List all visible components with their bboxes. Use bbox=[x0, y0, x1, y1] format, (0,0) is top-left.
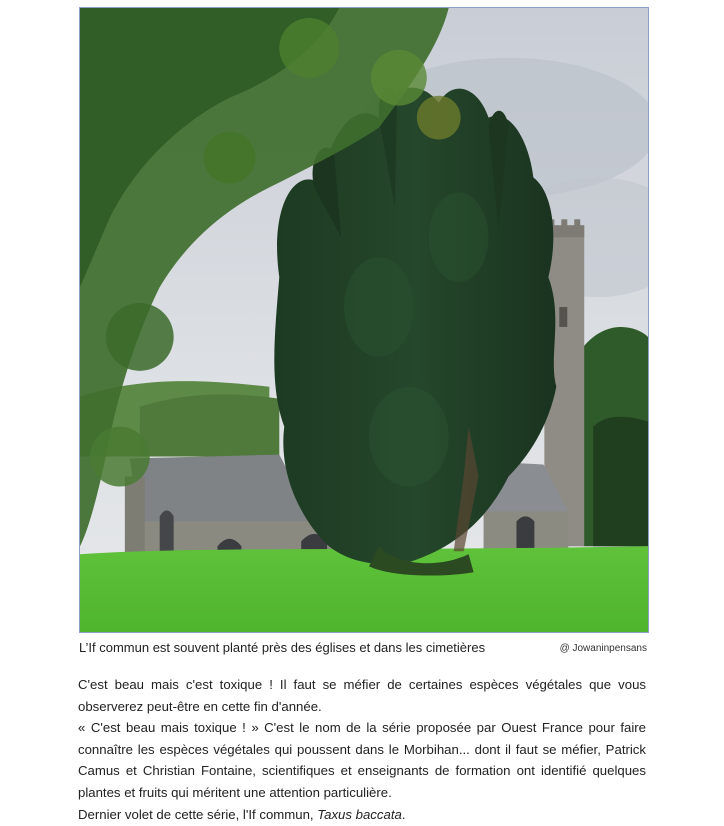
species-name: Taxus baccata bbox=[317, 807, 402, 822]
paragraph-final-prefix: Dernier volet de cette série, l'If commun, bbox=[78, 807, 318, 822]
photo-caption: L’If commun est souvent planté près des églises et dans les cimetières bbox=[79, 640, 486, 655]
photo-illustration bbox=[80, 8, 648, 632]
paragraph-final-suffix: . bbox=[401, 807, 406, 822]
paragraph-intro: C'est beau mais c'est toxique ! Il faut se méfier de certaines espèces végétales que vous observerez peut-être en cette fin d'année. bbox=[78, 677, 646, 714]
yew-church-photo bbox=[79, 7, 649, 633]
paragraph-final bbox=[78, 804, 646, 826]
photo-credit: @ Jowaninpensans bbox=[559, 643, 647, 654]
paragraph-series: « C'est beau mais toxique ! » C'est le nom de la série proposée par Ouest France pour faire connaître les espèces végétales qui poussent dans le Morbihan... dont il faut se méfier, Patrick Camus et Christian Fontaine, scientifiques et enseignants de formation ont identifié quelques plantes et fruits qui méritent une attention particulière. bbox=[78, 720, 646, 800]
